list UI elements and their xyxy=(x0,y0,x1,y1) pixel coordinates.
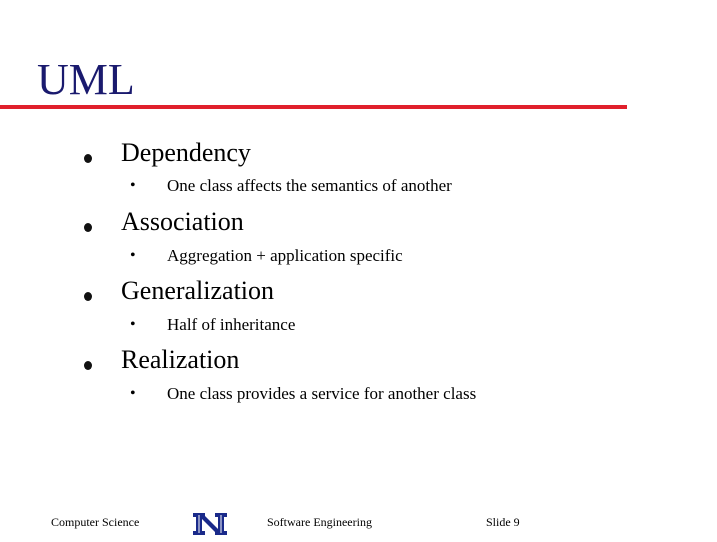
sub-bullet-icon: • xyxy=(130,316,136,333)
sub-bullet-dependency: One class affects the semantics of another xyxy=(167,176,452,195)
sub-bullet-icon: • xyxy=(130,247,136,264)
bullet-association: Association xyxy=(121,207,244,236)
sub-bullet-icon: • xyxy=(130,177,136,194)
sub-bullet-icon: • xyxy=(130,385,136,402)
footer-course: Software Engineering xyxy=(267,515,372,529)
bullet-dot-icon xyxy=(84,361,92,370)
title-underline xyxy=(0,105,627,109)
bullet-generalization: Generalization xyxy=(121,276,275,305)
bullet-dependency: Dependency xyxy=(121,138,251,167)
sub-bullet-realization: One class provides a service for another class xyxy=(167,384,477,403)
bullet-realization: Realization xyxy=(121,345,240,374)
n-logo-icon xyxy=(192,511,228,537)
sub-bullet-generalization: Half of inheritance xyxy=(167,315,296,334)
bullet-dot-icon xyxy=(84,292,92,301)
footer-department: Computer Science xyxy=(51,515,140,529)
bullet-dot-icon xyxy=(84,154,92,163)
footer-slide-number: Slide 9 xyxy=(486,515,520,529)
slide-title: UML xyxy=(37,55,135,104)
bullet-dot-icon xyxy=(84,223,92,232)
sub-bullet-association: Aggregation + application specific xyxy=(167,246,403,265)
